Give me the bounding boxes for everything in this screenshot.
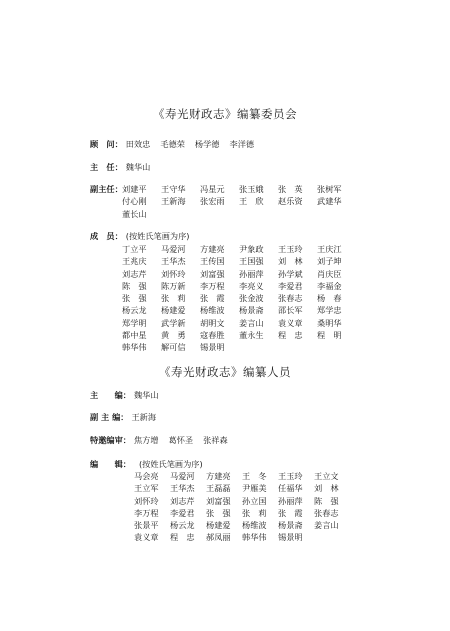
person-name: 马爱河 [161,244,186,254]
person-name: 魏华山 [133,390,159,400]
person-name: 杨维波 [200,305,225,316]
person-name: 魏华山 [125,162,151,172]
chief-editor-label: 主 编： [90,390,131,400]
person-name: 刘志芹 [170,495,195,506]
person-name: 杨景斋 [278,520,303,531]
person-name: 韩华伟 [242,532,267,543]
person-name: 李亮义 [239,280,264,291]
person-name: 张景平 [134,520,159,531]
person-name: 马会亮 [134,471,159,481]
name-row [122,292,356,304]
person-name: 刘怀玲 [134,495,159,506]
person-name: 董永生 [239,330,264,341]
person-name: 王华杰 [170,483,195,494]
members-label: 成 员： [90,231,123,241]
person-name: 刘 林 [314,483,339,494]
person-name: 李爱君 [278,280,303,291]
person-name: 王守华 [161,184,186,194]
person-name: 解可信 [161,342,186,353]
person-name: 杨学德 [194,139,220,149]
person-name: 王传国 [200,256,225,267]
person-name: 王庆江 [317,244,342,254]
person-name: 武建华 [317,196,342,207]
person-name: 田效忠 [125,139,151,149]
person-name: 张 强 [122,293,147,304]
person-name: 孙丽萍 [278,495,303,506]
name-row [122,341,356,353]
deputy-editor-line [90,411,166,423]
person-name: 张春志 [314,507,339,518]
person-name: 张 英 [278,184,303,194]
person-name: 张 强 [206,507,231,518]
staff-editor-names [134,470,350,544]
person-name: 郝凤丽 [206,532,231,543]
person-name: 焦方增 [133,435,159,445]
person-name: 付心刚 [122,196,147,207]
person-name: 李万程 [200,280,225,291]
person-name: 李爱君 [170,507,195,518]
person-name: 董长山 [122,208,147,219]
person-name: 王立军 [134,483,159,494]
director-label: 主 任： [90,162,123,172]
person-name: 张 霞 [278,507,303,518]
person-name: 冯星元 [200,184,225,194]
person-name: 杨景斋 [239,305,264,316]
person-name: 杨云龙 [122,305,147,316]
person-name: 张树军 [317,184,342,194]
person-name: 陈 强 [314,495,339,506]
person-name: 郑学忠 [317,305,342,316]
person-name: 杨建爱 [206,520,231,531]
person-name: 杨建爱 [161,305,186,316]
person-name: 孙丽萍 [239,268,264,279]
person-name: 程 忠 [278,330,303,341]
person-name: 杨云龙 [170,520,195,531]
person-name: 刘富强 [200,268,225,279]
person-name: 陈 强 [122,280,147,291]
person-name: 张 莉 [161,293,186,304]
person-name: 刘子坤 [317,256,342,267]
person-name: 杨 春 [317,293,342,304]
person-name: 张春志 [278,293,303,304]
person-name: 黄 勇 [161,330,186,341]
invited-editor-label: 特邀编审： [90,435,131,445]
person-name: 孙立国 [242,495,267,506]
advisor-line [90,138,264,150]
deputy-editor-label: 副 主 编： [90,412,129,422]
advisor-names [126,139,264,149]
person-name: 李福金 [317,280,342,291]
person-name: 韩华伟 [122,342,147,353]
person-name: 任福华 [278,483,303,494]
vice-director-names [122,183,356,220]
person-name: 王立文 [314,471,339,481]
person-name: 赵乐资 [278,196,303,207]
person-name: 张祥森 [203,435,228,445]
person-name: 毛德荣 [160,139,185,149]
invited-editor-names [134,435,238,445]
person-name: 郑学明 [122,317,147,328]
person-name: 胡明文 [200,317,225,328]
director-line [90,161,160,173]
person-name: 刘怀玲 [161,268,186,279]
members-note: (按姓氏笔画为序) [125,231,190,241]
advisor-label: 顾 问： [90,139,123,149]
vice-director-label: 副主任： [90,184,123,194]
staff-editor-label: 编 辑： [90,459,131,469]
name-row [122,268,356,280]
person-name: 锡景明 [278,532,303,543]
name-row [122,280,356,292]
person-name: 刘富强 [206,495,231,506]
person-name: 王 欣 [239,196,264,207]
name-row [134,507,350,519]
person-name: 邵长军 [278,305,303,316]
person-name: 张金波 [239,293,264,304]
name-row [122,317,356,329]
person-name: 方建亮 [206,471,231,481]
members-names [122,243,356,354]
person-name: 王新海 [161,196,186,207]
person-name: 刘建平 [122,184,147,194]
person-name: 姜言山 [314,520,339,531]
person-name: 尹雁美 [242,483,267,494]
person-name: 程 明 [317,330,342,341]
name-row [122,183,356,195]
person-name: 王兆庆 [122,256,147,267]
person-name: 姜言山 [239,317,264,328]
name-row [134,470,350,482]
person-name: 杨维波 [242,520,267,531]
person-name: 王国强 [239,256,264,267]
person-name: 武学新 [161,317,186,328]
person-name: 丁立平 [122,244,147,254]
person-name: 方建亮 [200,244,225,254]
chief-editor-names [134,390,169,400]
name-row [134,482,350,494]
person-name: 肖庆臣 [317,268,342,279]
committee-title: 《寿光财政志》编纂委员会 [153,107,297,121]
editors-title: 《寿光财政志》编纂人员 [159,365,291,379]
person-name: 刘志芹 [122,268,147,279]
person-name: 孙学斌 [278,268,303,279]
person-name: 王 冬 [242,471,267,481]
person-name: 程 忠 [170,532,195,543]
person-name: 袁义章 [134,532,159,543]
person-name: 王玉玲 [278,244,303,254]
vice-director-label-line [90,183,123,195]
director-names [126,162,161,172]
deputy-editor-names [131,412,166,422]
person-name: 李洋德 [229,139,255,149]
name-row [122,195,356,207]
person-name: 王华杰 [161,256,186,267]
name-row [134,531,350,543]
person-name: 桑明华 [317,317,342,328]
name-row [122,243,356,255]
person-name: 刘 林 [278,256,303,267]
person-name: 张 莉 [242,507,267,518]
person-name: 马爱河 [170,471,195,481]
person-name: 李万程 [134,507,159,518]
person-name: 陈万新 [161,280,186,291]
person-name: 张玉娥 [239,184,264,194]
staff-editor-line [90,458,203,470]
person-name: 寇春胜 [200,330,225,341]
name-row [134,519,350,531]
person-name: 尹象政 [239,244,264,254]
person-name: 锡景明 [200,342,225,353]
person-name: 张宏雨 [200,196,225,207]
person-name: 王玉玲 [278,471,303,481]
name-row [122,208,356,220]
invited-editor-line [90,434,238,446]
name-row [122,255,356,267]
name-row [122,304,356,316]
person-name: 袁义章 [278,317,303,328]
staff-editor-note: (按姓氏笔画为序) [138,459,203,469]
members-line [90,230,189,242]
person-name: 王新海 [131,412,157,422]
chief-editor-line [90,389,169,401]
person-name: 张 霞 [200,293,225,304]
person-name: 葛怀圣 [168,435,194,445]
person-name: 都中星 [122,330,147,341]
person-name: 王磊磊 [206,483,231,494]
name-row [122,329,356,341]
name-row [134,495,350,507]
